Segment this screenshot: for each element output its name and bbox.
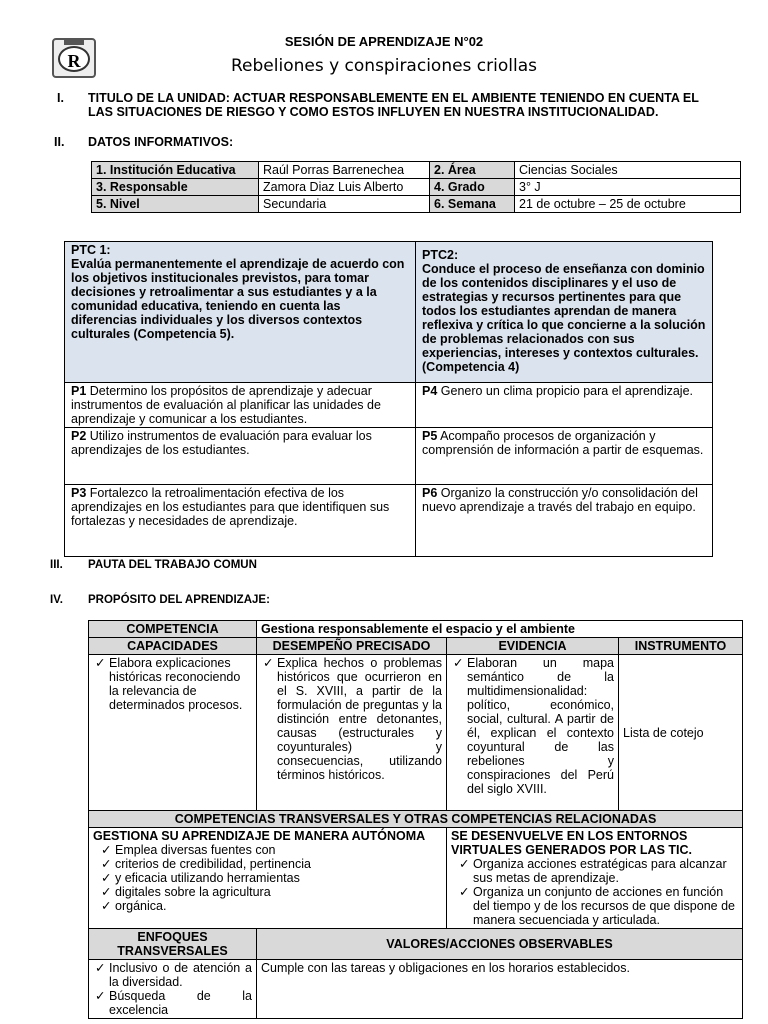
- ptc-text: Utilizo instrumentos de evaluación para evaluar los aprendizajes de los estudiantes.: [71, 429, 372, 457]
- gestiona-item: ✓ Emplea diversas fuentes con: [99, 843, 442, 857]
- info-label: 4. Grado: [430, 179, 515, 196]
- ptc-key: P5: [422, 429, 438, 443]
- capacidad-item: ✓ Elabora explicaciones históricas reconociendo la relevancia de determinados procesos.: [93, 656, 252, 712]
- transversal-row: [89, 828, 743, 929]
- session-title: SESIÓN DE APRENDIZAJE N°02: [284, 34, 484, 49]
- enfoques-row: [89, 960, 743, 1019]
- enfoque-item: ✓ Inclusivo o de atención a la diversidad.: [93, 961, 252, 989]
- ptc-table: [64, 241, 713, 557]
- tic-item: ✓ Organiza acciones estratégicas para alcanzar sus metas de aprendizaje.: [457, 857, 738, 885]
- ptc-text: Acompaño procesos de organización y comprensión de información a partir de esquemas.: [422, 429, 704, 457]
- tic-cell: [447, 828, 743, 929]
- transversal-header: COMPETENCIAS TRANSVERSALES Y OTRAS COMPETENCIAS RELACIONADAS: [89, 811, 743, 828]
- ptc-cell: [65, 428, 416, 485]
- valores-label: VALORES/ACCIONES OBSERVABLES: [257, 929, 743, 960]
- competencia-value: Gestiona responsablemente el espacio y el ambiente: [257, 621, 743, 638]
- info-row: [92, 196, 741, 213]
- evidencia-header: EVIDENCIA: [447, 638, 619, 655]
- desempeno-header: DESEMPEÑO PRECISADO: [257, 638, 447, 655]
- enfoque-item: ✓ Búsqueda de la excelencia: [93, 989, 252, 1017]
- ptc-key: P2: [71, 429, 87, 443]
- instrumento-header: INSTRUMENTO: [619, 638, 743, 655]
- section-3-number: III.: [50, 559, 63, 571]
- ptc-key: P4: [422, 384, 438, 398]
- info-value: Raúl Porras Barrenechea: [259, 162, 430, 179]
- tic-title: SE DESENVUELVE EN LOS ENTORNOS VIRTUALES GENERADOS POR LAS TIC.: [451, 829, 692, 857]
- section-2-title: DATOS INFORMATIVOS:: [88, 135, 234, 149]
- section-3-title: PAUTA DEL TRABAJO COMUN: [88, 559, 257, 571]
- info-label: 2. Área: [430, 162, 515, 179]
- gestiona-item: ✓ orgánica.: [99, 899, 442, 913]
- gestiona-item: ✓ y eficacia utilizando herramientas: [99, 871, 442, 885]
- competencia-label: COMPETENCIA: [89, 621, 257, 638]
- enfoques-header-row: [89, 929, 743, 960]
- info-label: 3. Responsable: [92, 179, 259, 196]
- valores-cell: Cumple con las tareas y obligaciones en los horarios establecidos.: [257, 960, 743, 1019]
- ptc1-text: Evalúa permanentemente el aprendizaje de acuerdo con los objetivos institucionales previstos, para tomar decisiones y retroalimentar a sus estudiantes y a la comunidad educativa, teniendo en cuenta las diferencias individuales y los diversos contextos culturales (Competencia 5).: [71, 257, 405, 341]
- session-topic: Rebeliones y conspiraciones criollas: [230, 56, 537, 76]
- enfoques-label: ENFOQUES TRANSVERSALES: [89, 929, 257, 960]
- unit-title: TITULO DE LA UNIDAD: ACTUAR RESPONSABLEMENTE EN EL AMBIENTE TENIENDO EN CUENTA EL LAS SITUACIONES DE RIESGO Y COMO ESTOS INFLUYEN EN NUESTRA INSTITUCIONALIDAD.: [88, 91, 699, 119]
- logo-letter: R: [67, 51, 81, 71]
- ptc1-title: PTC 1:: [71, 243, 111, 257]
- ptc-key: P1: [71, 384, 87, 398]
- enfoques-cell: [89, 960, 257, 1019]
- purpose-content-row: [89, 655, 743, 811]
- info-row: [92, 179, 741, 196]
- section-2-number: II.: [54, 135, 65, 149]
- info-value: 3° J: [515, 179, 741, 196]
- ptc-row: [65, 428, 713, 485]
- section-4-title: PROPÓSITO DEL APRENDIZAJE:: [88, 594, 270, 606]
- ptc-cell: [65, 383, 416, 428]
- gestiona-cell: [89, 828, 447, 929]
- desempeno-cell: [257, 655, 447, 811]
- evidencia-cell: [447, 655, 619, 811]
- ptc-row: [65, 485, 713, 557]
- section-1-number: I.: [57, 91, 64, 105]
- desempeno-item: ✓ Explica hechos o problemas históricos que ocurrieron en el S. XVIII, a partir de la formulación de preguntas y la distinción entre detonantes, causas (estructurales y coyunturales) y consecuencias, utilizando términos históricos.: [261, 656, 442, 782]
- ptc2-cell: [416, 242, 713, 383]
- ptc1-cell: [65, 242, 416, 383]
- gestiona-item: ✓ criterios de credibilidad, pertinencia: [99, 857, 442, 871]
- ptc2-title: PTC2:: [422, 248, 459, 262]
- transversal-header-row: [89, 811, 743, 828]
- ptc-text: Genero un clima propicio para el aprendizaje.: [437, 384, 693, 398]
- capacidad-cell: [89, 655, 257, 811]
- ptc-key: P6: [422, 486, 438, 500]
- ptc-cell: [416, 428, 713, 485]
- enfoques-list: [93, 961, 252, 1017]
- ptc-text: Organizo la construcción y/o consolidación del nuevo aprendizaje a través del trabajo en equipo.: [422, 486, 698, 514]
- info-value: Zamora Diaz Luis Alberto: [259, 179, 430, 196]
- info-value: Secundaria: [259, 196, 430, 213]
- ptc2-text: Conduce el proceso de enseñanza con dominio de los contenidos disciplinares y el uso de estrategias y recursos pertinentes para que todos los estudiantes aprendan de manera reflexiva y crítica lo que concierne a la solución de problemas relacionados con sus experiencias, intereses y contextos culturales. (Competencia 4): [422, 262, 706, 374]
- ptc-text: Determino los propósitos de aprendizaje y adecuar instrumentos de evaluación al planificar las unidades de aprendizaje y comunicar a los estudiantes.: [71, 384, 381, 426]
- section-4-number: IV.: [50, 594, 64, 606]
- evidencia-list: [451, 656, 614, 796]
- ptc-row: [65, 383, 713, 428]
- info-value: 21 de octubre – 25 de octubre: [515, 196, 741, 213]
- capacidades-header: CAPACIDADES: [89, 638, 257, 655]
- tic-item: ✓ Organiza un conjunto de acciones en función del tiempo y de los recursos de que dispone de manera secuenciada y articulada.: [457, 885, 738, 927]
- info-value: Ciencias Sociales: [515, 162, 741, 179]
- gestiona-list: [93, 843, 442, 913]
- gestiona-item: ✓ digitales sobre la agricultura: [99, 885, 442, 899]
- purpose-table: [88, 620, 743, 1019]
- gestiona-title: GESTIONA SU APRENDIZAJE DE MANERA AUTÓNOMA: [93, 829, 426, 843]
- tic-list: [451, 857, 738, 927]
- desempeno-list: [261, 656, 442, 782]
- info-row: [92, 162, 741, 179]
- ptc-cell: [65, 485, 416, 557]
- ptc-text: Fortalezco la retroalimentación efectiva de los aprendizajes en los estudiantes para que identifiquen sus fortalezas y necesidades de aprendizaje.: [71, 486, 390, 528]
- info-table: [91, 161, 741, 213]
- instrumento-cell: Lista de cotejo: [619, 655, 743, 811]
- info-label: 5. Nivel: [92, 196, 259, 213]
- ptc-cell: [416, 383, 713, 428]
- ptc-key: P3: [71, 486, 87, 500]
- evidencia-item: ✓ Elaboran un mapa semántico de la multidimensionalidad: político, económico, social, cultural. A partir de él, explican el contexto coyuntural de las rebeliones y conspiraciones del Perú del siglo XVIII.: [451, 656, 614, 796]
- ptc-header-row: [65, 242, 713, 383]
- capacidad-list: [93, 656, 252, 712]
- info-label: 1. Institución Educativa: [92, 162, 259, 179]
- competencia-row: [89, 621, 743, 638]
- purpose-header-row: [89, 638, 743, 655]
- ptc-cell: [416, 485, 713, 557]
- info-label: 6. Semana: [430, 196, 515, 213]
